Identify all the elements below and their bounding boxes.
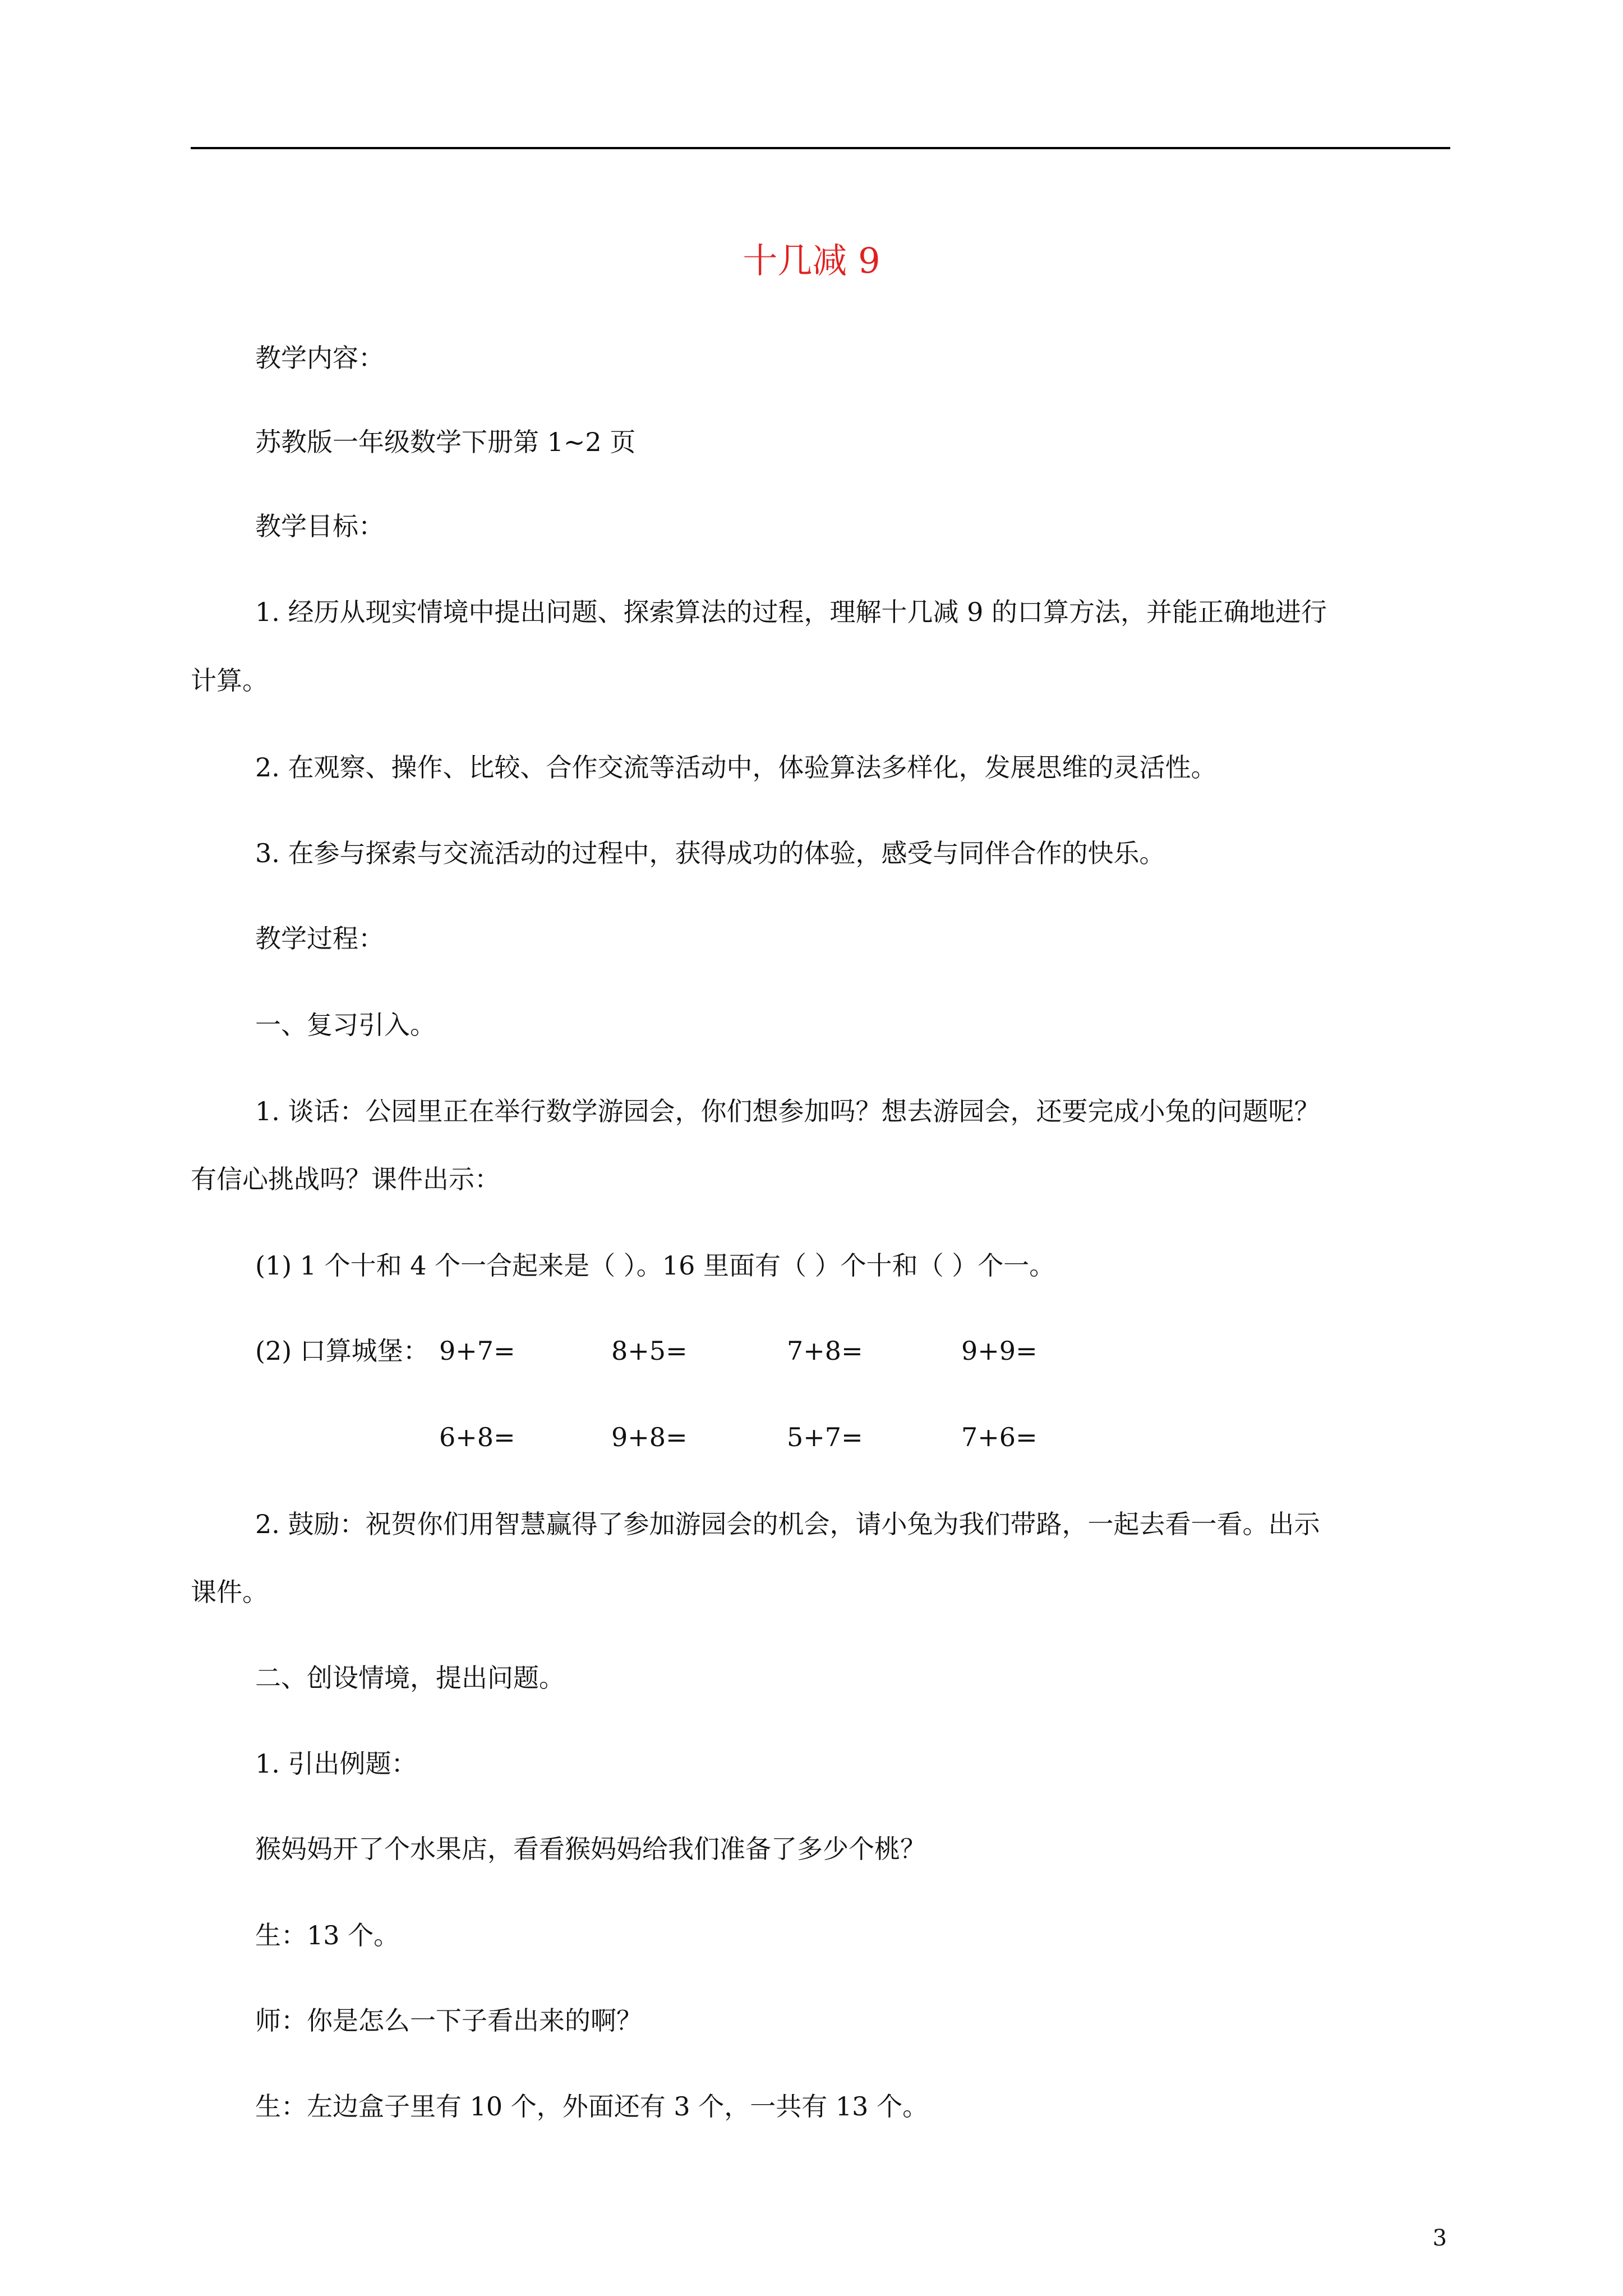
goal-1-line-1: 1. 经历从现实情境中提出问题、探索算法的过程，理解十几减 9 的口算方法，并能正确地进行 bbox=[255, 597, 1327, 627]
step-1-line-1: 1. 谈话：公园里正在举行数学游园会，你们想参加吗？想去游园会，还要完成小兔的问题呢？ bbox=[255, 1096, 1320, 1126]
step-2-line-2: 课件。 bbox=[191, 1577, 268, 1607]
part-1-heading: 一、复习引入。 bbox=[255, 1010, 436, 1040]
goal-1-line-2: 计算。 bbox=[191, 665, 268, 696]
math-item: 8+5= bbox=[611, 1336, 688, 1366]
question-2-label: (2) 口算城堡： bbox=[255, 1336, 429, 1366]
math-item: 7+8= bbox=[787, 1336, 863, 1366]
example-heading: 1. 引出例题： bbox=[255, 1749, 417, 1779]
dialog-line: 生：左边盒子里有 10 个，外面还有 3 个，一共有 13 个。 bbox=[255, 2091, 929, 2122]
dialog-line: 师：你是怎么一下子看出来的啊？ bbox=[255, 2005, 642, 2036]
dialog-line: 猴妈妈开了个水果店，看看猴妈妈给我们准备了多少个桃？ bbox=[255, 1834, 926, 1864]
goal-3: 3. 在参与探索与交流活动的过程中，获得成功的体验，感受与同伴合作的快乐。 bbox=[255, 838, 1165, 868]
math-item: 6+8= bbox=[439, 1422, 515, 1452]
step-2-line-1: 2. 鼓励：祝贺你们用智慧赢得了参加游园会的机会，请小兔为我们带路，一起去看一看。出示 bbox=[255, 1509, 1320, 1539]
content-heading: 教学内容： bbox=[255, 343, 384, 373]
math-item: 9+7= bbox=[439, 1336, 515, 1366]
document-title: 十几减 9 bbox=[743, 240, 880, 281]
math-item: 9+9= bbox=[961, 1336, 1038, 1366]
part-2-heading: 二、创设情境，提出问题。 bbox=[255, 1663, 565, 1693]
process-heading: 教学过程： bbox=[255, 923, 384, 954]
dialog-line: 生：13 个。 bbox=[255, 1920, 400, 1950]
step-1-line-2: 有信心挑战吗？课件出示： bbox=[191, 1164, 500, 1194]
math-item: 5+7= bbox=[787, 1422, 863, 1452]
goal-2: 2. 在观察、操作、比较、合作交流等活动中，体验算法多样化，发展思维的灵活性。 bbox=[255, 752, 1217, 783]
question-1: (1) 1 个十和 4 个一合起来是（ ）。16 里面有（ ）个十和（ ）个一。 bbox=[255, 1250, 1055, 1281]
page-number: 3 bbox=[1432, 2225, 1447, 2251]
content-text: 苏教版一年级数学下册第 1~2 页 bbox=[255, 427, 636, 457]
goals-heading: 教学目标： bbox=[255, 511, 384, 541]
math-item: 7+6= bbox=[961, 1422, 1038, 1452]
math-item: 9+8= bbox=[611, 1422, 688, 1452]
header-rule bbox=[191, 147, 1450, 149]
